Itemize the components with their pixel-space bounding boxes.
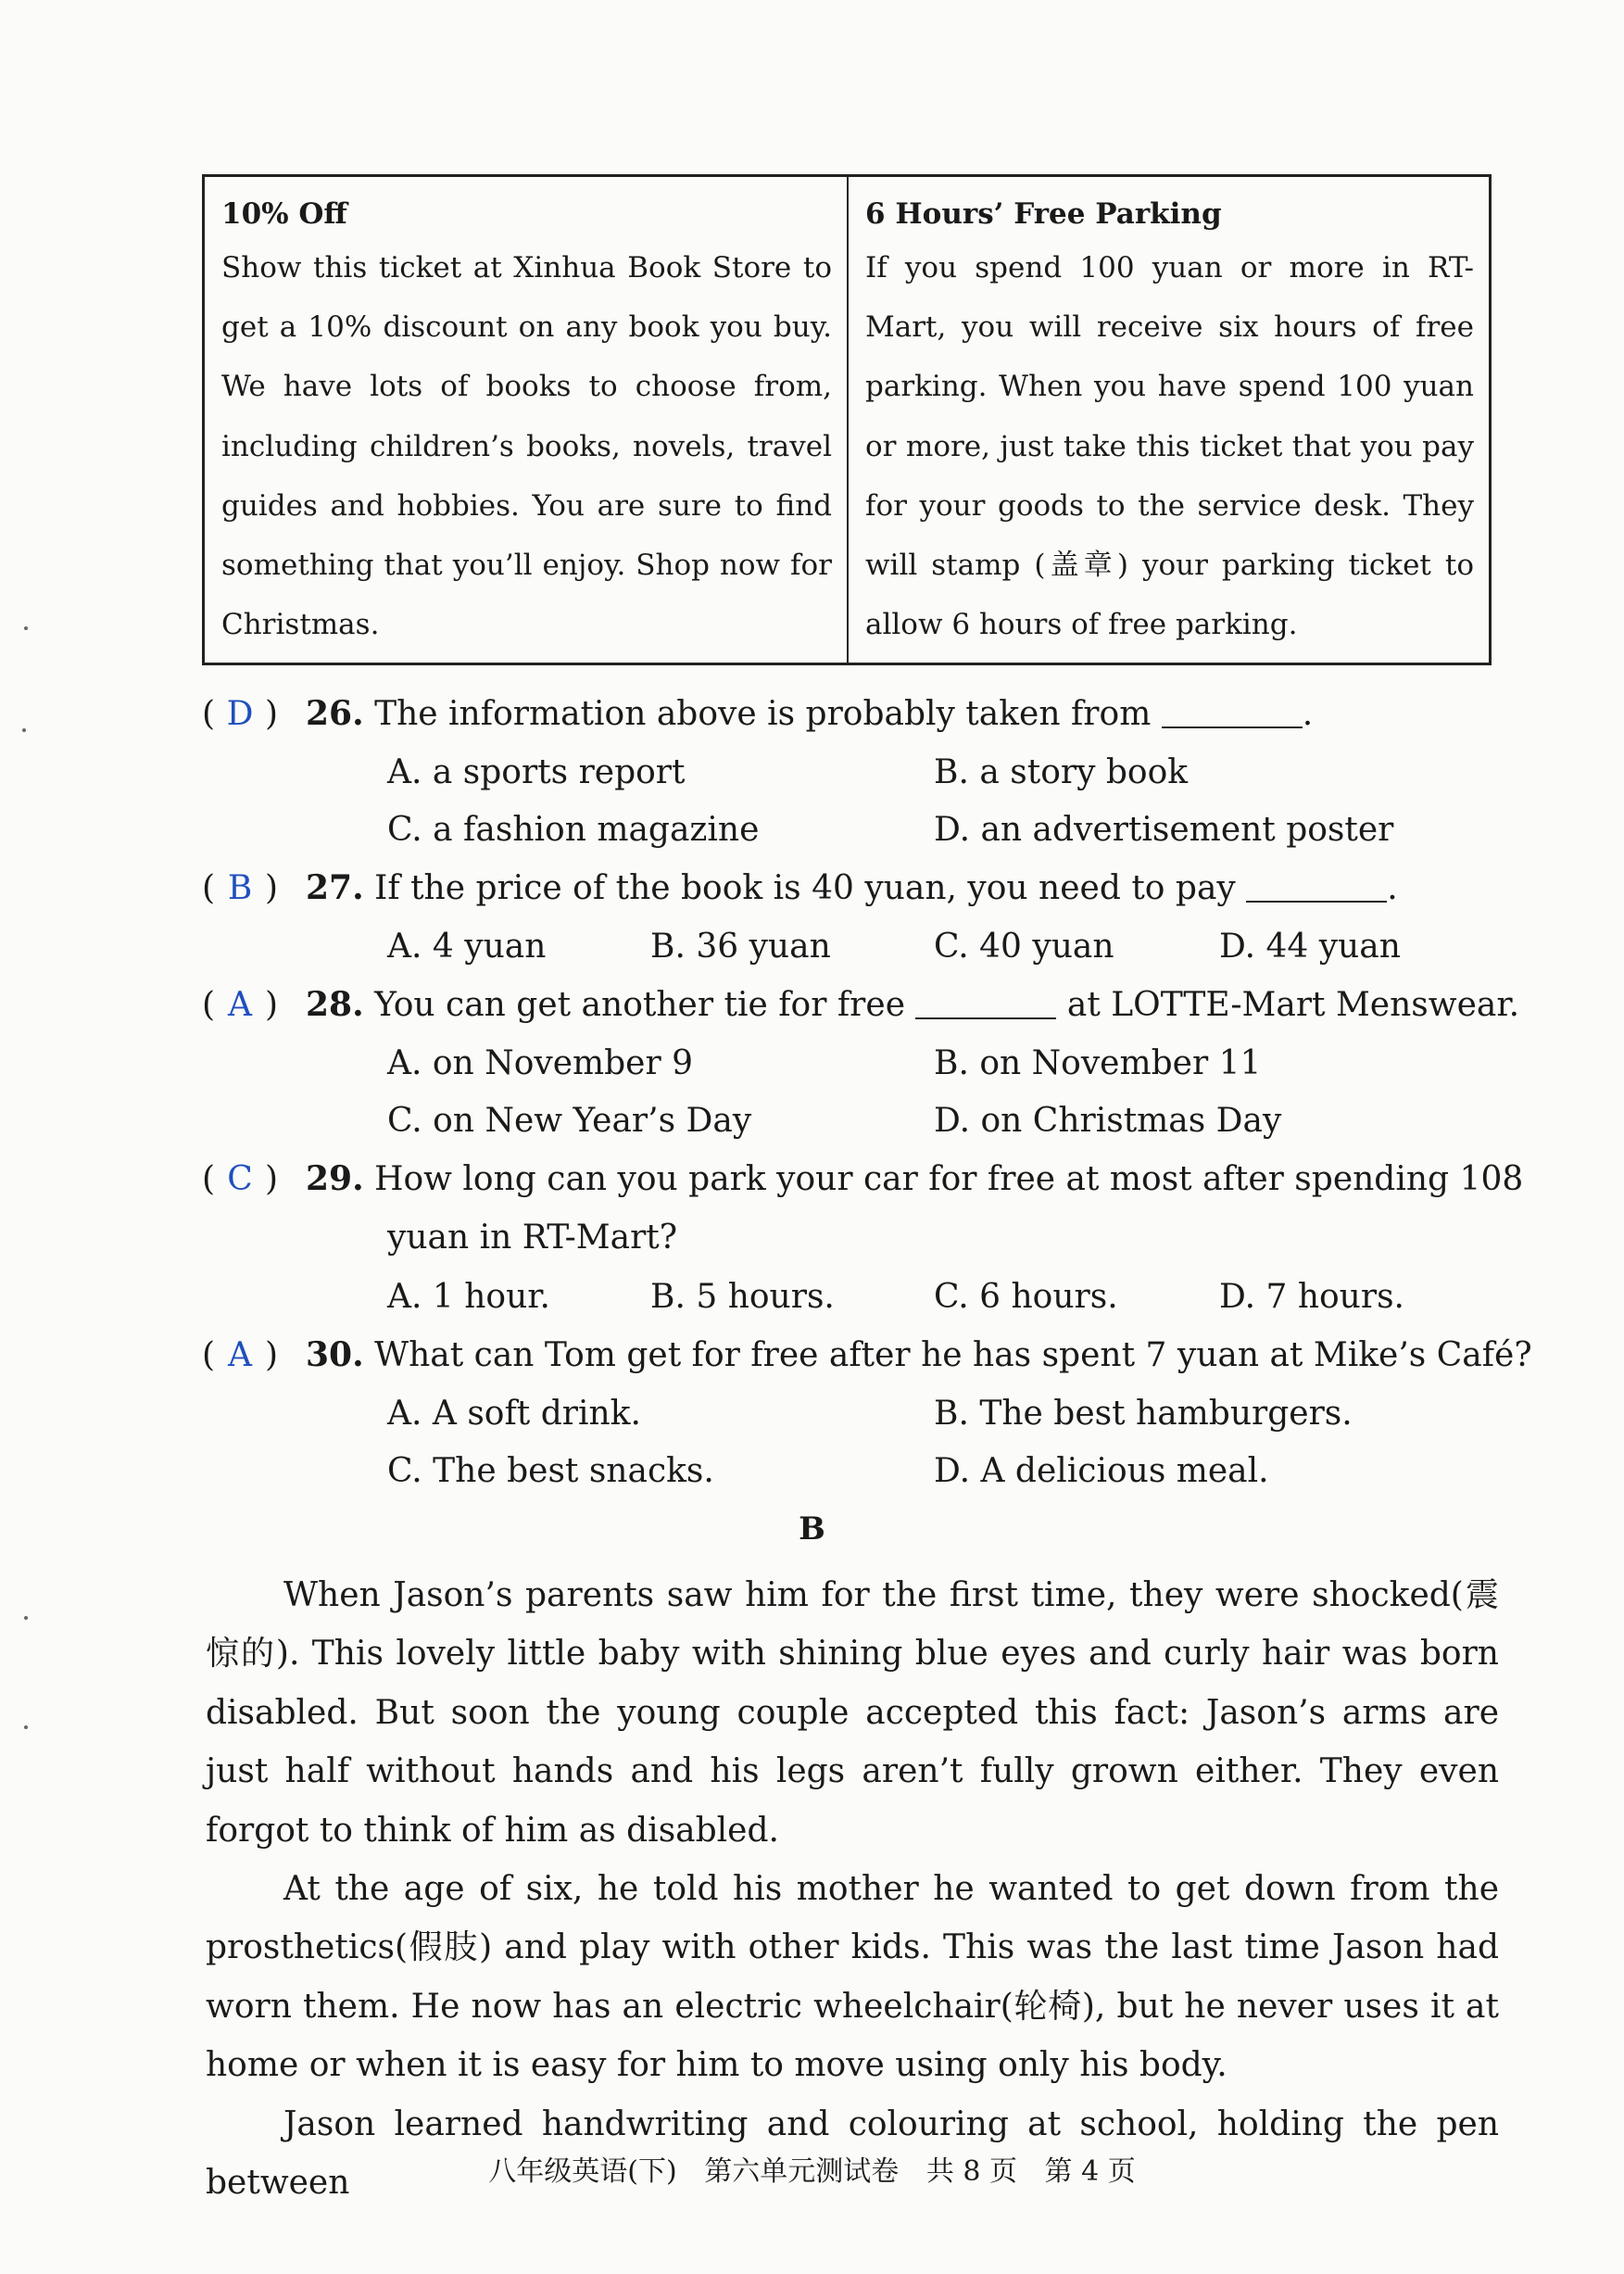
answer: A xyxy=(228,986,253,1024)
option: B. 5 hours. xyxy=(650,1278,835,1316)
question-text: How long can you park your car for free at most after spending 108 xyxy=(374,1160,1524,1198)
option: A. 4 yuan xyxy=(387,928,547,966)
question-number: 30. xyxy=(306,1335,364,1374)
margin-dot xyxy=(24,1725,28,1729)
question-number: 27. xyxy=(306,868,364,907)
question-30: ( A ) 30. What can Tom get for free after he has spent 7 yuan at Mike’s Café? xyxy=(202,1335,1532,1374)
ad-discount xyxy=(205,177,847,663)
option: A. A soft drink. xyxy=(387,1395,641,1433)
question-27: ( B ) 27. If the price of the book is 40 yuan, you need to pay . xyxy=(202,868,1398,907)
footer-total: 共 8 页 xyxy=(925,2155,1017,2188)
ad-body: If you spend 100 yuan or more in RT-Mart, you will receive six hours of free parking. When you have spend 100 yuan or more, just take this ticket that you pay for your goods to the service desk. They will stamp (盖章) your parking ticket to allow 6 hours of free parking. xyxy=(865,251,1474,642)
answer-blank xyxy=(915,990,1056,1019)
footer-page: 第 4 页 xyxy=(1044,2155,1136,2188)
ad-body: Show this ticket at Xinhua Book Store to get a 10% discount on any book you buy. We have lots of books to choose from, including children’s books, novels, travel guides and hobbies. You are sure to find something that you’ll enjoy. Shop now for Christmas. xyxy=(221,251,832,642)
option: C. 40 yuan xyxy=(934,928,1114,966)
option: B. The best hamburgers. xyxy=(934,1395,1353,1433)
answer: D xyxy=(226,695,254,733)
question-text: The information above is probably taken from xyxy=(374,695,1152,733)
question-text: You can get another tie for free xyxy=(374,986,905,1024)
option: D. on Christmas Day xyxy=(934,1102,1282,1140)
answer-blank xyxy=(1246,873,1387,903)
question-number: 26. xyxy=(306,694,364,733)
option: D. an advertisement poster xyxy=(934,811,1394,849)
option: B. on November 11 xyxy=(934,1044,1262,1082)
ad-title: 6 Hours’ Free Parking xyxy=(865,197,1222,231)
ad-parking xyxy=(847,177,1489,663)
question-26: ( D ) 26. The information above is probably taken from . xyxy=(202,694,1314,733)
question-number: 29. xyxy=(306,1159,364,1198)
option: C. The best snacks. xyxy=(387,1452,714,1490)
footer-course: 八年级英语(下) xyxy=(488,2155,677,2188)
ad-title: 10% Off xyxy=(221,197,347,231)
section-heading: B xyxy=(799,1510,825,1548)
question-tail: at LOTTE-Mart Menswear. xyxy=(1066,986,1520,1024)
answer: A xyxy=(228,1336,253,1374)
footer-test: 第六单元测试卷 xyxy=(704,2155,900,2188)
option: B. 36 yuan xyxy=(650,928,831,966)
answer: B xyxy=(227,869,253,907)
option: A. a sports report xyxy=(387,753,686,791)
option: C. 6 hours. xyxy=(934,1278,1118,1316)
question-tail: . xyxy=(1387,869,1398,907)
answer: C xyxy=(227,1160,253,1198)
option: A. 1 hour. xyxy=(387,1278,550,1316)
option: C. on New Year’s Day xyxy=(387,1102,752,1140)
passage-paragraph: When Jason’s parents saw him for the first time, they were shocked(震惊的). This lovely little baby with shining blue eyes and curly hair was born disabled. But soon the young couple accepted this fact: Jason’s arms are just half without hands and his legs aren’t fully grown either. They even forgot to think of him as disabled. xyxy=(206,1576,1499,1850)
question-tail: . xyxy=(1302,695,1314,733)
passage-paragraph: Jason learned handwriting and colouring at school, holding the pen between xyxy=(206,2104,1499,2203)
reading-passage xyxy=(206,1566,1499,2212)
question-text-line2: yuan in RT-Mart? xyxy=(387,1219,678,1257)
option: D. 7 hours. xyxy=(1219,1278,1404,1316)
option: D. A delicious meal. xyxy=(934,1452,1269,1490)
option: A. on November 9 xyxy=(387,1044,694,1082)
question-number: 28. xyxy=(306,985,364,1024)
option: C. a fashion magazine xyxy=(387,811,760,849)
passage-paragraph: At the age of six, he told his mother he wanted to get down from the prosthetics(假肢) and play with other kids. This was the last time Jason had worn them. He now has an electric wheelchair(轮椅), but he never uses it at home or when it is easy for him to move using only his body. xyxy=(206,1870,1499,2085)
answer-blank xyxy=(1162,699,1303,728)
question-text: What can Tom get for free after he has spent 7 yuan at Mike’s Café? xyxy=(374,1336,1532,1374)
option: B. a story book xyxy=(934,753,1189,791)
question-29: ( C ) 29. How long can you park your car for free at most after spending 108 xyxy=(202,1159,1524,1198)
question-text: If the price of the book is 40 yuan, you need to pay xyxy=(374,869,1236,907)
page-footer xyxy=(0,2148,1624,2189)
ads-table xyxy=(202,174,1492,665)
option: D. 44 yuan xyxy=(1219,928,1401,966)
margin-dot xyxy=(22,728,26,732)
margin-dot xyxy=(24,1616,28,1620)
question-28: ( A ) 28. You can get another tie for free at LOTTE-Mart Menswear. xyxy=(202,985,1520,1024)
margin-dot xyxy=(24,626,28,630)
